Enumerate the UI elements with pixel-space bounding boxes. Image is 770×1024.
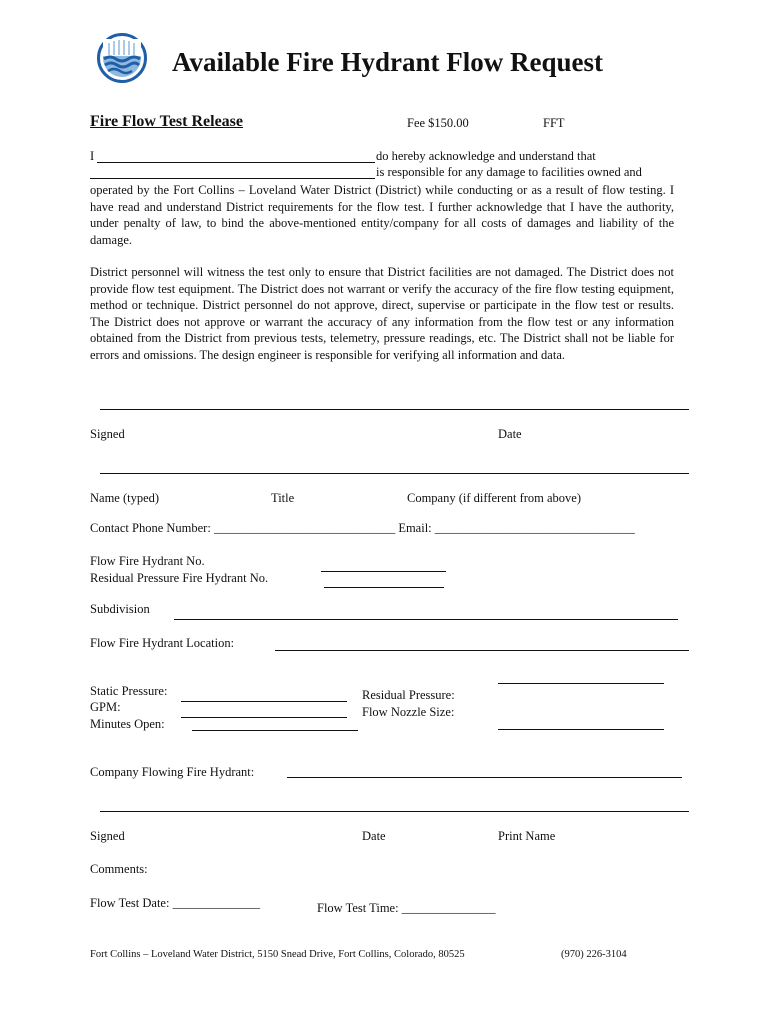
section-title: Fire Flow Test Release	[90, 113, 244, 130]
subdivision-field[interactable]	[174, 619, 678, 620]
contact-phone-row	[90, 521, 635, 536]
signed-label-1: Signed	[90, 427, 125, 441]
residual-pressure-field[interactable]	[498, 683, 664, 684]
date-label-1: Date	[498, 427, 522, 441]
residual-pressure-label: Residual Pressure:	[362, 688, 455, 702]
email-field[interactable]: ________________________________	[434, 521, 635, 535]
responsible-party-blank[interactable]	[90, 178, 375, 179]
contact-phone-field[interactable]: _____________________________	[213, 521, 396, 535]
gpm-field[interactable]	[181, 717, 347, 718]
release-line1-start: I	[90, 149, 95, 163]
footer-phone: (970) 226-3104	[561, 949, 627, 960]
flow-hydrant-no-field[interactable]	[321, 571, 446, 572]
date-label-2: Date	[362, 829, 386, 843]
page-title: Available Fire Hydrant Flow Request	[172, 47, 603, 77]
flow-nozzle-size-field[interactable]	[498, 729, 664, 730]
minutes-open-label: Minutes Open:	[90, 717, 165, 731]
contact-phone-label: Contact Phone Number:	[90, 521, 211, 535]
residual-hydrant-no-label: Residual Pressure Fire Hydrant No.	[90, 571, 269, 585]
release-paragraph-2: District personnel will witness the test only to ensure that District facilities are not damaged. The District does not provide flow test equipment. The District does not warrant or verify the accuracy of the fire flow testing equipment, method or technique. District personnel do not approve, direct, supervise or participate in the flow test or results. The District does not approve or warrant the accuracy of any information from the flow test or any information obtained from the District from previous tests, telemetry, pressure readings, etc. The District shall not be liable for errors and omissions. The design engineer is responsible for verifying all information and data.	[90, 265, 674, 362]
signature-line-1[interactable]	[100, 409, 689, 410]
hydrant-location-field[interactable]	[275, 650, 689, 651]
flow-test-time-row	[317, 901, 495, 916]
company-label: Company (if different from above)	[407, 491, 582, 505]
footer-address: Fort Collins – Loveland Water District, 5150 Snead Drive, Fort Collins, Colorado, 80525	[90, 949, 465, 960]
company-flowing-field[interactable]	[287, 777, 682, 778]
release-line2-end: is responsible for any damage to facilities owned and	[376, 165, 642, 179]
gpm-label: GPM:	[90, 700, 121, 714]
flow-test-date-row	[90, 896, 260, 911]
name-typed-label: Name (typed)	[90, 491, 160, 505]
form-code: FFT	[543, 116, 565, 130]
release-line1-end: do hereby acknowledge and understand that	[376, 149, 596, 163]
print-name-label: Print Name	[498, 829, 556, 843]
static-pressure-field[interactable]	[181, 701, 347, 702]
company-flowing-label: Company Flowing Fire Hydrant:	[90, 765, 255, 779]
name-title-company-line[interactable]	[100, 473, 689, 474]
minutes-open-field[interactable]	[192, 730, 358, 731]
acknowledger-name-blank[interactable]	[97, 162, 375, 163]
flow-nozzle-size-label: Flow Nozzle Size:	[362, 705, 455, 719]
residual-hydrant-no-field[interactable]	[324, 587, 444, 588]
flow-test-date-label: Flow Test Date:	[90, 896, 170, 910]
email-label: Email:	[398, 521, 432, 535]
flow-hydrant-no-label: Flow Fire Hydrant No.	[90, 554, 205, 568]
comments-label: Comments:	[90, 862, 148, 876]
district-logo-icon	[97, 33, 147, 83]
flow-test-time-label: Flow Test Time:	[317, 901, 399, 915]
hydrant-location-label: Flow Fire Hydrant Location:	[90, 636, 235, 650]
flow-test-time-field[interactable]: _______________	[401, 901, 496, 915]
title-label: Title	[271, 491, 295, 505]
fee-text: Fee $150.00	[407, 116, 469, 130]
release-paragraph-1: operated by the Fort Collins – Loveland Water District (District) while conducting or as a result of flow testing. I have read and understand District requirements for the flow test. I further acknowledge that I have the authority, under penalty of law, to bind the above-mentioned entity/company for all costs of damages and liability of the damage.	[90, 183, 674, 247]
subdivision-label: Subdivision	[90, 602, 150, 616]
static-pressure-label: Static Pressure:	[90, 684, 168, 698]
flow-test-date-field[interactable]: ______________	[172, 896, 261, 910]
signature-line-2[interactable]	[100, 811, 689, 812]
signed-label-2: Signed	[90, 829, 125, 843]
